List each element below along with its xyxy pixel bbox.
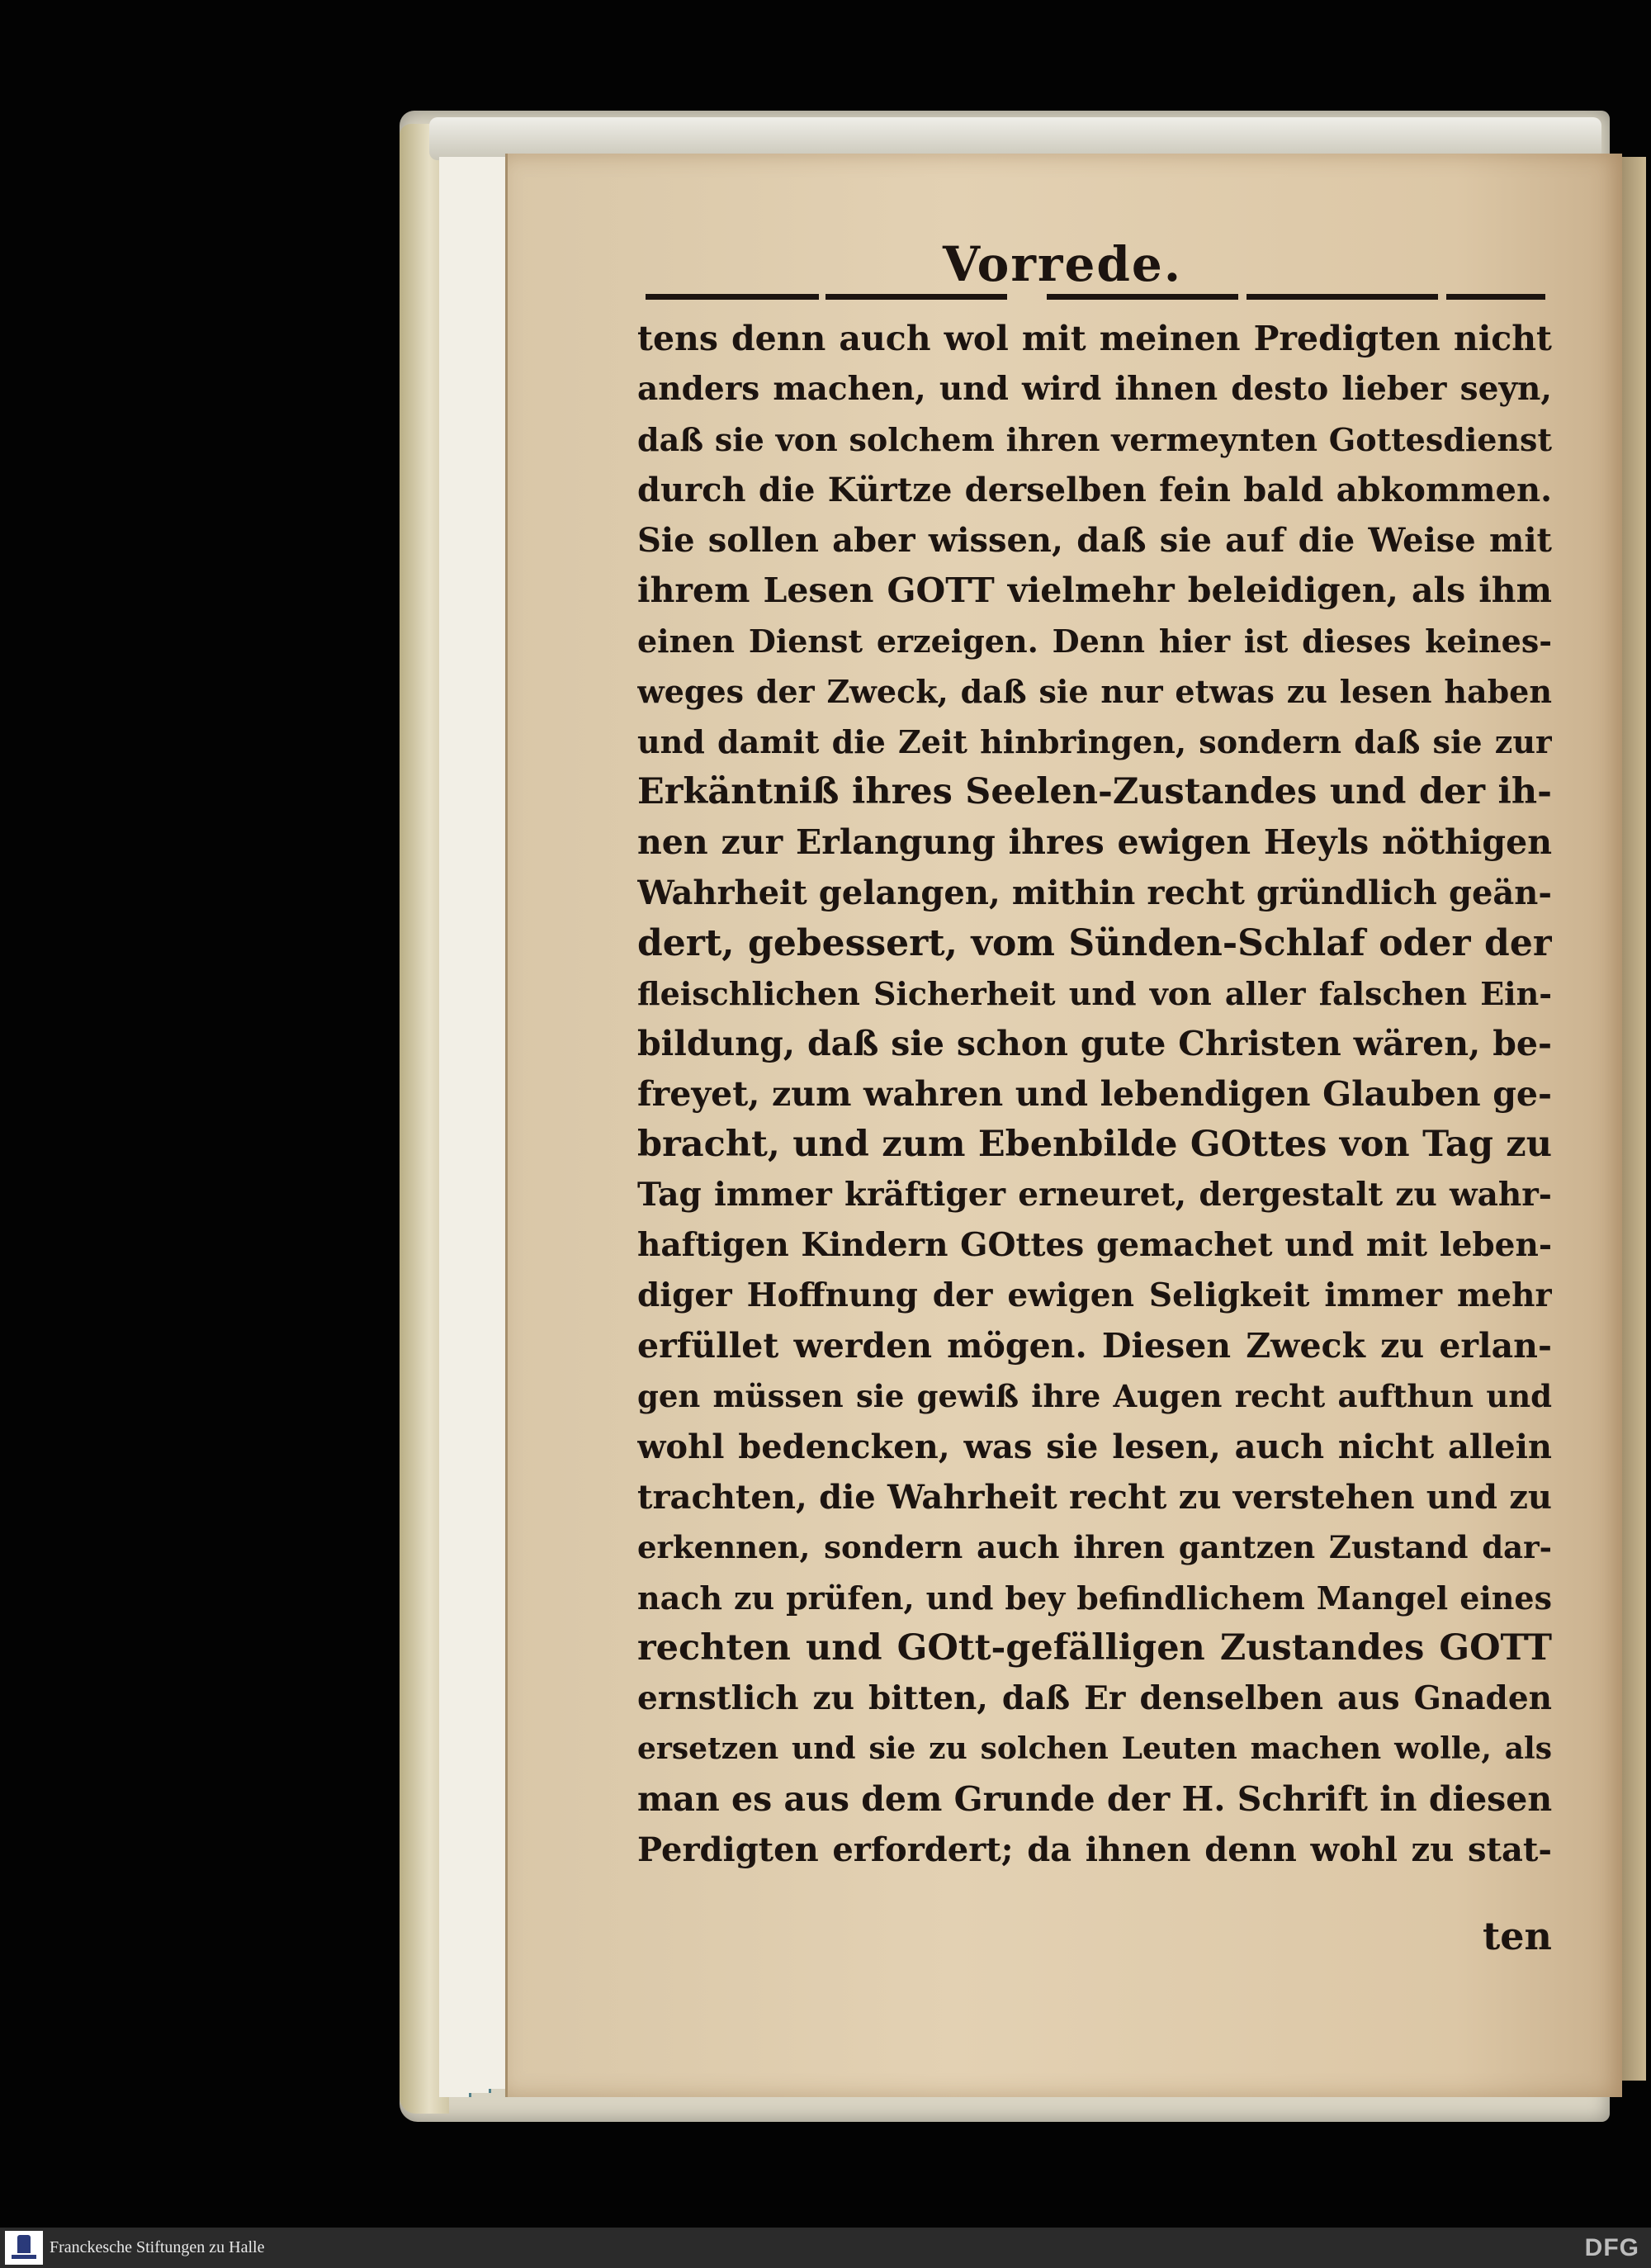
page-edge [467, 157, 491, 2093]
text-line: diger Hoffnung der ewigen Seligkeit immer mehr [637, 1276, 1552, 1314]
facing-page-edge [1618, 157, 1646, 2081]
text-line: nach zu prüfen, und bey befindlichem Mangel eines [637, 1579, 1552, 1617]
header-rule [1446, 294, 1545, 300]
text-line: trachten, die Wahrheit recht zu verstehen und zu [637, 1478, 1552, 1517]
catchword: ten [1483, 1914, 1552, 1958]
text-line: gen müssen sie gewiß ihre Augen recht aufthun und [637, 1378, 1552, 1414]
text-line: ihrem Lesen GOTT vielmehr beleidigen, als ihm [637, 571, 1552, 610]
text-line: fleischlichen Sicherheit und von aller falschen Ein- [637, 975, 1552, 1012]
header-rule [1047, 294, 1238, 300]
body-text [637, 314, 1552, 1875]
text-line: nen zur Erlangung ihres ewigen Heyls nöthigen [637, 822, 1552, 862]
text-line: dert, gebessert, vom Sünden-Schlaf oder der [637, 922, 1552, 964]
text-line: erkennen, sondern auch ihren gantzen Zustand dar- [637, 1529, 1552, 1565]
text-line: freyet, zum wahren und lebendigen Glauben ge- [637, 1074, 1552, 1114]
text-line: Erkäntniß ihres Seelen-Zustandes und der ih- [637, 771, 1552, 812]
text-line: Wahrheit gelangen, mithin recht gründlich geän- [637, 874, 1552, 912]
text-line: erfüllet werden mögen. Diesen Zweck zu erlan- [637, 1326, 1552, 1366]
text-line: Perdigten erfordert; da ihnen denn wohl zu stat- [637, 1830, 1552, 1869]
text-line: und damit die Zeit hinbringen, sondern daß sie zur [637, 723, 1552, 760]
dfg-logo[interactable]: DFG [1584, 2234, 1639, 2261]
text-line: Sie sollen aber wissen, daß sie auf die Weise mit [637, 521, 1552, 560]
text-line: daß sie von solchem ihren vermeynten Gottesdienst [637, 421, 1552, 458]
text-line: ernstlich zu bitten, daß Er denselben aus Gnaden [637, 1679, 1552, 1717]
text-line: bracht, und zum Ebenbilde GOttes von Tag zu [637, 1124, 1552, 1165]
text-line: wohl bedencken, was sie lesen, auch nicht allein [637, 1428, 1552, 1466]
text-line: rechten und GOtt-gefälligen Zustandes GOTT [637, 1627, 1552, 1669]
institution-logo-icon[interactable] [5, 2231, 43, 2265]
header-rule [1247, 294, 1438, 300]
text-line: haftigen Kindern GOttes gemachet und mit leben- [637, 1226, 1552, 1264]
text-line: man es aus dem Grunde der H. Schrift in diesen [637, 1779, 1552, 1819]
text-line: durch die Kürtze derselben fein bald abkommen. [637, 471, 1552, 509]
text-line: tens denn auch wol mit meinen Predigten nicht [637, 319, 1552, 358]
text-line: bildung, daß sie schon gute Christen wären, be- [637, 1024, 1552, 1063]
viewer-footer [0, 2228, 1651, 2268]
text-line: ersetzen und sie zu solchen Leuten machen wolle, als [637, 1731, 1552, 1766]
text-line: Tag immer kräftiger erneuret, dergestalt zu wahr- [637, 1176, 1552, 1214]
text-line: anders machen, und wird ihnen desto lieber seyn, [637, 370, 1552, 408]
institution-name[interactable]: Franckesche Stiftungen zu Halle [50, 2238, 265, 2256]
header-rule [826, 294, 1007, 300]
text-line: einen Dienst erzeigen. Denn hier ist dieses keines- [637, 623, 1552, 660]
text-line: weges der Zweck, daß sie nur etwas zu lesen haben [637, 673, 1552, 710]
running-head: Vorrede. [942, 236, 1183, 292]
header-rule [646, 294, 819, 300]
